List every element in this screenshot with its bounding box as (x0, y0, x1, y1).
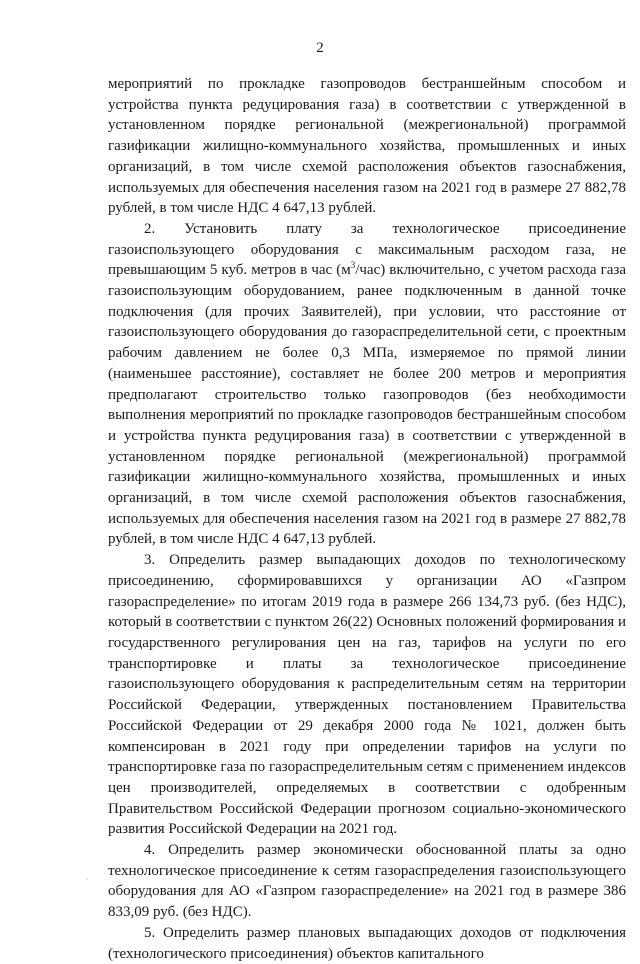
paragraph-item-5: 5. Определить размер плановых выпадающих доходов от подключения (технологического присоединения) объектов капитального (108, 924, 626, 962)
paragraph-item-2-part-b: /час) включительно, с учетом расхода газа газоиспользующим оборудованием, ранее подключенным в данной точке подключения (для прочих Заявителей), при условии, что расстояние от газоиспользующего оборудования до газораспределительной сети, с проектным рабочим давлением не более 0,3 МПа, измеряемое по прямой линии (наименьшее расстояние), составляет не более 200 метров и мероприятия предполагают строительство только газопроводов (без необходимости выполнения мероприятий по прокладке газопроводов бестраншейным способом и устройства пункта редуцирования газа) в соответствии с утвержденной в установленном порядке региональной (межрегиональной) программой газификации жилищно-коммунального хозяйства, промышленных и иных организаций, в том числе схемой расположения объектов газоснабжения, используемых для обеспечения населения газом на 2021 год в размере 27 882,78 рублей, в том числе НДС 4 647,13 рублей. (108, 262, 626, 548)
page-number: 2 (316, 40, 324, 56)
paragraph-item-3: 3. Определить размер выпадающих доходов по технологическому присоединению, сформировавшихся у организации АО «Газпром газораспределение» по итогам 2019 года в размере 266 134,73 руб. (без НДС), который в соответствии с пунктом 26(22) Основных положений формирования и государственного регулирования цен на газ, тарифов на услуги по его транспортировке и платы за технологическое присоединение газоиспользующего оборудования к распределительным сетям на территории Российской Федерации, утвержденных постановлением Правительства Российской Федерации от 29 декабря 2000 года № 1021, должен быть компенсирован в 2021 году при определении тарифов на услуги по транспортировке газа по газораспределительным сетям с применением индексов цен производителей, определяемых в соответствии с одобренным Правительством Российской Федерации прогнозом социально-экономического развития Российской Федерации на 2021 год. (108, 552, 626, 838)
paragraph-item-2 (108, 219, 626, 550)
paragraph-item-2-part-a: 2. Установить плату за технологическое присоединение газоиспользующего оборудования с максимальным расходом газа, не превышающим 5 куб. метров в час (м (108, 220, 626, 279)
superscript-cubic: 3 (350, 260, 356, 271)
document-body (108, 74, 626, 964)
scan-speck (86, 878, 88, 880)
paragraph-item-4: 4. Определить размер экономически обоснованной платы за одно технологическое присоединение к сетям газораспределения газоиспользующего оборудования для АО «Газпром газораспределение» на 2021 год в размере 386 833,09 руб. (без НДС). (108, 842, 626, 921)
paragraph-continuation: мероприятий по прокладке газопроводов бестраншейным способом и устройства пункта редуцирования газа) в соответствии с утвержденной в установленном порядке региональной (межрегиональной) программой газификации жилищно-коммунального хозяйства, промышленных и иных организаций, в том числе схемой расположения объектов газоснабжения, используемых для обеспечения населения газом на 2021 год в размере 27 882,78 рублей, в том числе НДС 4 647,13 рублей. (108, 76, 626, 217)
